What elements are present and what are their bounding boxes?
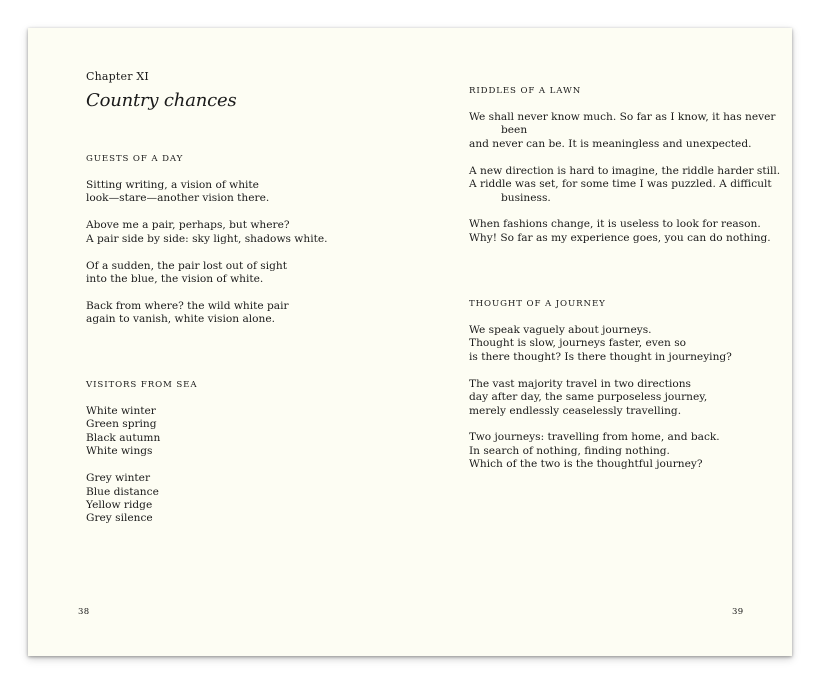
page-number-left: 38 [78,607,90,617]
poem-title: VISITORS FROM SEA [86,380,198,390]
stanza [469,378,732,418]
stanza [86,472,197,526]
stanza [469,111,780,151]
poem-line: Green spring [86,418,157,431]
stanza [86,179,327,206]
poem-line: White winter [86,405,156,417]
stanza [86,300,327,327]
right-page [410,28,792,656]
poem-line: Two journeys: travelling from home, and back. [469,431,720,444]
poem-line: into the blue, the vision of white. [86,273,264,286]
poem-visitors-from-sea [86,379,197,539]
poem-line: Above me a pair, perhaps, but where? [86,219,290,232]
poem-line: Yellow ridge [86,498,153,511]
poem-line: Why! So far as my experience goes, you can do nothing. [469,231,771,244]
poem-line: We shall never know much. So far as I know, it has never [469,111,776,123]
stanza [469,324,732,364]
poem-line: Which of the two is the thoughtful journey? [469,458,703,471]
poem-line: The vast majority travel in two directions [469,377,691,390]
page-number-right: 39 [732,607,744,617]
chapter-title: Country chances [86,90,237,111]
poem-title: GUESTS OF A DAY [86,154,184,164]
poem-line: Black autumn [86,431,161,444]
poem-line: A new direction is hard to imagine, the riddle harder still. [469,164,781,177]
left-page [28,28,410,656]
poem-title: RIDDLES OF A LAWN [469,86,582,96]
stanza [86,260,327,287]
poem-title: THOUGHT OF A JOURNEY [469,299,606,309]
stanza [469,165,780,205]
poem-line: A riddle was set, for some time I was puzzled. A difficult [469,178,772,191]
poem-line: look—stare—another vision there. [86,192,270,205]
stanza [86,219,327,246]
poem-line: A pair side by side: sky light, shadows white. [86,232,328,245]
poem-line: Blue distance [86,485,159,498]
poem-line: Grey silence [86,512,153,525]
poem-thought-of-a-journey [469,298,732,485]
poem-line: and never can be. It is meaningless and unexpected. [469,137,752,150]
stanza [86,405,197,459]
poem-line: merely endlessly ceaselessly travelling. [469,404,682,417]
poem-line-continuation: business. [501,191,551,204]
poem-line-continuation: been [501,124,528,137]
book-spread [28,28,792,656]
poem-line: Back from where? the wild white pair [86,299,289,312]
poem-line: We speak vaguely about journeys. [469,324,652,336]
poem-line: Grey winter [86,472,151,485]
poem-guests-of-a-day [86,153,327,340]
poem-line: again to vanish, white vision alone. [86,313,275,326]
poem-line: Of a sudden, the pair lost out of sight [86,259,287,272]
poem-line: Sitting writing, a vision of white [86,179,259,191]
stanza [469,431,732,471]
poem-line: Thought is slow, journeys faster, even so [469,337,687,350]
poem-line: In search of nothing, finding nothing. [469,444,670,457]
poem-line: is there thought? Is there thought in journeying? [469,350,732,363]
stanza [469,218,780,245]
chapter-label: Chapter XI [86,70,149,83]
poem-line: day after day, the same purposeless journey, [469,391,708,404]
poem-line: When fashions change, it is useless to look for reason. [469,218,761,231]
poem-line: White wings [86,445,153,458]
poem-riddles-of-a-lawn [469,85,780,259]
